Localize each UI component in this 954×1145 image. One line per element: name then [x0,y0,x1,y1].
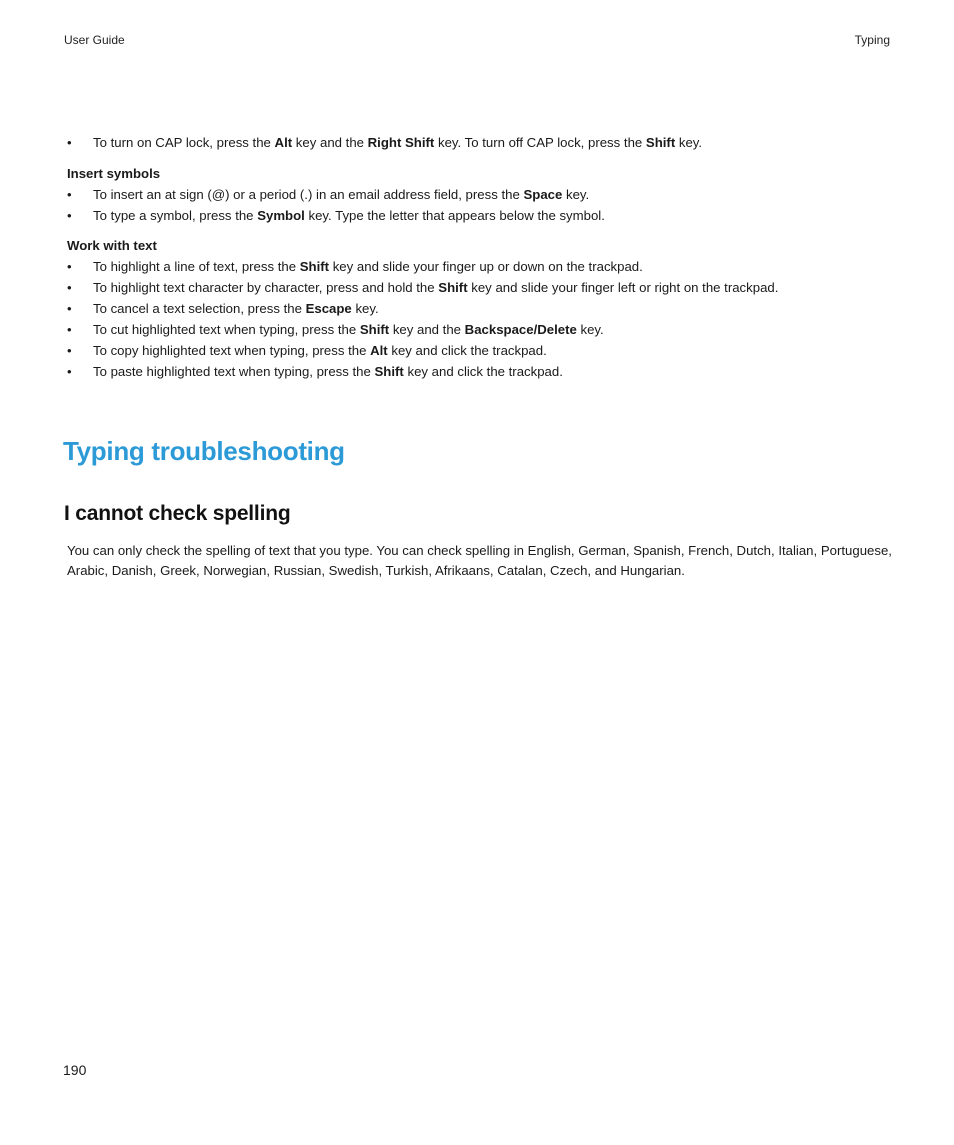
list-item [66,132,906,153]
list-item-text: key and click the trackpad. [403,364,563,379]
key-name: Backspace/Delete [464,322,577,337]
list-item [66,319,906,340]
key-name: Shift [645,135,676,150]
list-item-text: key. Type the letter that appears below the symbol. [304,208,605,223]
key-name: Alt [274,135,293,150]
list-item-text: To highlight text character by character, press and hold the [93,280,439,295]
work-with-text-list [66,256,906,382]
list-item-text: To type a symbol, press the [93,208,258,223]
page-number: 190 [63,1062,87,1078]
key-name: Alt [370,343,388,358]
running-header-right: Typing [854,33,890,47]
list-item [66,298,906,319]
list-item-text: key. [562,187,590,202]
list-item [66,361,906,382]
key-name: Shift [374,364,404,379]
subsection-title: I cannot check spelling [64,502,291,525]
list-item-text: To copy highlighted text when typing, press the [93,343,371,358]
list-item-text: key and the [292,135,368,150]
list-item-text: To cancel a text selection, press the [93,301,306,316]
list-item-text: To paste highlighted text when typing, press the [93,364,375,379]
work-with-text-heading: Work with text [67,238,157,253]
list-item-text: To highlight a line of text, press the [93,259,300,274]
list-item [66,205,906,226]
running-header-left: User Guide [64,33,125,47]
list-item-text: key and click the trackpad. [387,343,547,358]
list-item-text: key. To turn off CAP lock, press the [434,135,646,150]
list-item [66,277,906,298]
key-name: Shift [359,322,390,337]
key-name: Shift [438,280,468,295]
list-item-text: To insert an at sign (@) or a period (.) in an email address field, press the [93,187,524,202]
key-name: Right Shift [367,135,435,150]
key-name: Escape [305,301,352,316]
insert-symbols-heading: Insert symbols [67,166,161,181]
list-item-text: key. [576,322,604,337]
list-item [66,256,906,277]
key-name: Shift [299,259,330,274]
list-item-text: key. [351,301,379,316]
spelling-paragraph: You can only check the spelling of text that you type. You can check spelling in English, German, Spanish, French, Dutch, Italian, Portuguese, Arabic, Danish, Greek, Norwegian, Russian, Swedish, Turkish, Afrikaans, Catalan, Czech, and Hungarian. [67,543,892,578]
list-item-text: key. [675,135,703,150]
section-title: Typing troubleshooting [63,436,345,466]
list-item-text: key and slide your finger up or down on the trackpad. [329,259,643,274]
list-item-text: To cut highlighted text when typing, press the [93,322,360,337]
list-item [66,184,906,205]
insert-symbols-list [66,184,906,226]
list-item [66,340,906,361]
list-item-text: To turn on CAP lock, press the [93,135,275,150]
caplock-list [66,132,906,153]
key-name: Space [523,187,563,202]
key-name: Symbol [257,208,305,223]
list-item-text: key and slide your finger left or right on the trackpad. [467,280,779,295]
list-item-text: key and the [389,322,465,337]
